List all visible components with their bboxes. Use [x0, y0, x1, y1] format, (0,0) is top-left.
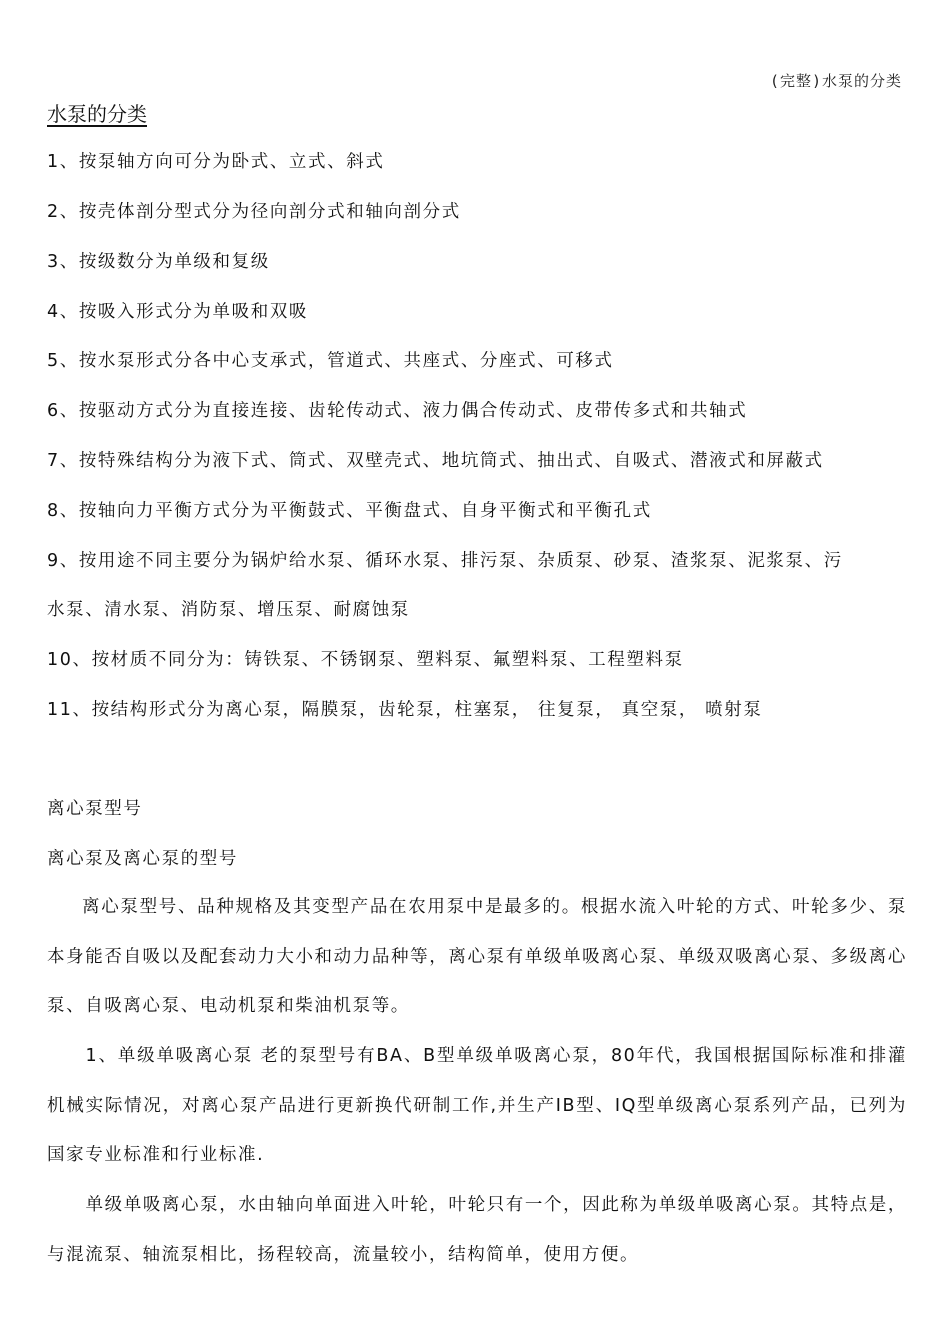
classification-item: 6、按驱动方式分为直接连接、齿轮传动式、液力偶合传动式、皮带传多式和共轴式	[47, 401, 748, 421]
classification-item: 3、按级数分为单级和复级	[47, 252, 270, 272]
classification-item: 9、按用途不同主要分为锅炉给水泵、循环水泵、排污泵、杂质泵、砂泵、渣浆泵、泥浆泵、污	[47, 551, 843, 571]
intro-paragraph: 离心泵型号、品种规格及其变型产品在农用泵中是最多的。根据水流入叶轮的方式、叶轮多少、泵本身能否自吸以及配套动力大小和动力品种等，离心泵有单级单吸离心泵、单级双吸离心泵、多级离心泵、自吸离心泵、电动机泵和柴油机泵等。	[47, 897, 907, 1016]
classification-item: 5、按水泵形式分各中心支承式，管道式、共座式、分座式、可移式	[47, 351, 614, 371]
document-title: 水泵的分类	[47, 102, 147, 126]
classification-item: 4、按吸入形式分为单吸和双吸	[47, 302, 309, 322]
section-heading: 离心泵型号	[47, 799, 143, 819]
subsection-heading: 离心泵及离心泵的型号	[47, 849, 238, 869]
classification-item: 10、按材质不同分为：铸铁泵、不锈钢泵、塑料泵、氟塑料泵、工程塑料泵	[47, 650, 684, 670]
classification-item-continued: 水泵、清水泵、消防泵、增压泵、耐腐蚀泵	[47, 600, 410, 620]
classification-item: 8、按轴向力平衡方式分为平衡鼓式、平衡盘式、自身平衡式和平衡孔式	[47, 501, 652, 521]
classification-item: 7、按特殊结构分为液下式、筒式、双壁壳式、地坑筒式、抽出式、自吸式、潜液式和屏蔽式	[47, 451, 824, 471]
classification-item: 2、按壳体剖分型式分为径向剖分式和轴向剖分式	[47, 202, 461, 222]
single-stage-paragraph: 1、单级单吸离心泵 老的泵型号有BA、B型单级单吸离心泵，80年代，我国根据国际标准和排灌机械实际情况，对离心泵产品进行更新换代研制工作,并生产IB型、IQ型单级离心泵系列产品，已列为国家专业标准和行业标准.	[47, 1046, 907, 1165]
classification-item: 1、按泵轴方向可分为卧式、立式、斜式	[47, 152, 385, 172]
single-suction-paragraph: 单级单吸离心泵，水由轴向单面进入叶轮，叶轮只有一个，因此称为单级单吸离心泵。其特点是，与混流泵、轴流泵相比，扬程较高，流量较小，结构简单，使用方便。	[47, 1195, 907, 1265]
running-header: (完整)水泵的分类	[769, 72, 902, 90]
classification-item: 11、按结构形式分为离心泵，隔膜泵，齿轮泵，柱塞泵， 往复泵， 真空泵， 喷射泵	[47, 700, 763, 720]
